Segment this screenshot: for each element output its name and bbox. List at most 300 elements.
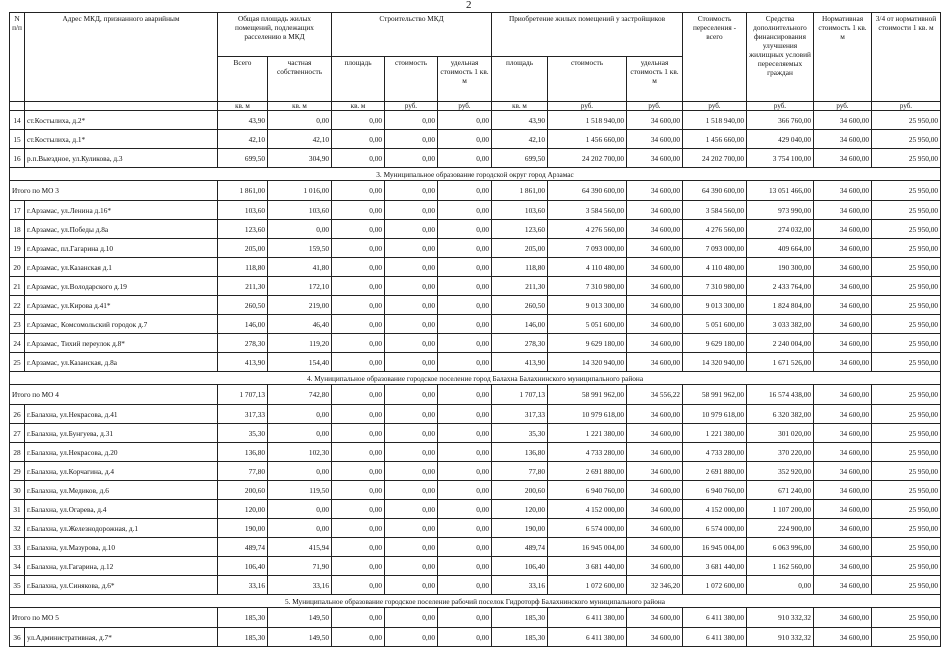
value-cell: 25 950,00	[872, 111, 941, 130]
address-cell: г.Балахна, ул.Медиков, д.6	[25, 481, 218, 500]
value-cell: 34 600,00	[627, 443, 683, 462]
value-cell: 3 584 560,00	[548, 201, 627, 220]
value-cell: 1 016,00	[268, 181, 332, 201]
value-cell: 34 600,00	[814, 405, 872, 424]
row-number: 24	[10, 334, 25, 353]
value-cell: 149,50	[268, 628, 332, 647]
table-row	[10, 405, 941, 424]
value-cell: 32 346,20	[627, 576, 683, 595]
value-cell: 0,00	[268, 424, 332, 443]
value-cell: 489,74	[492, 538, 548, 557]
value-cell: 200,60	[218, 481, 268, 500]
header-n: N п/п	[10, 13, 25, 102]
value-cell: 25 950,00	[872, 424, 941, 443]
value-cell: 0,00	[332, 608, 385, 628]
value-cell: 0,00	[438, 462, 492, 481]
value-cell: 1 518 940,00	[683, 111, 747, 130]
value-cell: 0,00	[385, 181, 438, 201]
unit-cell: руб.	[747, 102, 814, 111]
value-cell: 34 600,00	[627, 500, 683, 519]
value-cell: 0,00	[385, 149, 438, 168]
value-cell: 0,00	[385, 220, 438, 239]
address-cell: г.Арзамас, пл.Гагарина д.10	[25, 239, 218, 258]
value-cell: 0,00	[747, 576, 814, 595]
value-cell: 106,40	[492, 557, 548, 576]
value-cell: 25 950,00	[872, 557, 941, 576]
value-cell: 118,80	[218, 258, 268, 277]
value-cell: 146,00	[492, 315, 548, 334]
row-number: 36	[10, 628, 25, 647]
row-number: 35	[10, 576, 25, 595]
value-cell: 4 733 280,00	[683, 443, 747, 462]
value-cell: 34 600,00	[627, 181, 683, 201]
value-cell: 34 600,00	[627, 111, 683, 130]
value-cell: 274 032,00	[747, 220, 814, 239]
value-cell: 910 332,32	[747, 628, 814, 647]
value-cell: 34 600,00	[814, 239, 872, 258]
value-cell: 0,00	[438, 608, 492, 628]
value-cell: 41,80	[268, 258, 332, 277]
total-row	[10, 608, 941, 628]
value-cell: 0,00	[385, 334, 438, 353]
header-normative-cost: Нормативная стоимость 1 кв. м	[814, 13, 872, 102]
value-cell: 3 033 382,00	[747, 315, 814, 334]
value-cell: 973 990,00	[747, 201, 814, 220]
value-cell: 123,60	[492, 220, 548, 239]
row-number: 34	[10, 557, 25, 576]
value-cell: 172,10	[268, 277, 332, 296]
value-cell: 0,00	[385, 296, 438, 315]
value-cell: 7 310 980,00	[548, 277, 627, 296]
value-cell: 34 600,00	[814, 608, 872, 628]
value-cell: 185,30	[218, 628, 268, 647]
value-cell: 34 600,00	[814, 296, 872, 315]
table-row	[10, 315, 941, 334]
value-cell: 0,00	[332, 201, 385, 220]
value-cell: 6 411 380,00	[683, 628, 747, 647]
value-cell: 123,60	[218, 220, 268, 239]
table-row	[10, 334, 941, 353]
value-cell: 0,00	[438, 353, 492, 372]
value-cell: 910 332,32	[747, 608, 814, 628]
value-cell: 0,00	[438, 334, 492, 353]
address-cell: г.Арзамас, Комсомольский городок д.7	[25, 315, 218, 334]
value-cell: 1 456 660,00	[683, 130, 747, 149]
value-cell: 3 681 440,00	[683, 557, 747, 576]
value-cell: 1 518 940,00	[548, 111, 627, 130]
value-cell: 185,30	[492, 628, 548, 647]
row-number: 15	[10, 130, 25, 149]
value-cell: 24 202 700,00	[683, 149, 747, 168]
value-cell: 25 950,00	[872, 181, 941, 201]
value-cell: 25 950,00	[872, 277, 941, 296]
address-cell: г.Балахна, ул.Бунгуева, д.31	[25, 424, 218, 443]
row-number: 27	[10, 424, 25, 443]
value-cell: 0,00	[385, 628, 438, 647]
value-cell: 0,00	[332, 334, 385, 353]
value-cell: 429 040,00	[747, 130, 814, 149]
value-cell: 0,00	[438, 315, 492, 334]
value-cell: 6 574 000,00	[548, 519, 627, 538]
table-row	[10, 557, 941, 576]
value-cell: 34 600,00	[627, 608, 683, 628]
value-cell: 0,00	[385, 519, 438, 538]
value-cell: 0,00	[332, 181, 385, 201]
value-cell: 0,00	[438, 424, 492, 443]
value-cell: 33,16	[218, 576, 268, 595]
table-row	[10, 111, 941, 130]
value-cell: 260,50	[218, 296, 268, 315]
value-cell: 34 600,00	[627, 277, 683, 296]
row-number: 29	[10, 462, 25, 481]
value-cell: 0,00	[332, 220, 385, 239]
value-cell: 0,00	[332, 576, 385, 595]
value-cell: 34 600,00	[814, 443, 872, 462]
value-cell: 25 950,00	[872, 258, 941, 277]
value-cell: 120,00	[218, 500, 268, 519]
address-cell: г.Арзамас, ул.Казанская д.1	[25, 258, 218, 277]
value-cell: 0,00	[332, 462, 385, 481]
value-cell: 25 950,00	[872, 576, 941, 595]
value-cell: 34 600,00	[814, 201, 872, 220]
table-row	[10, 628, 941, 647]
page-number: 2	[466, 0, 472, 11]
value-cell: 224 900,00	[747, 519, 814, 538]
row-number: 28	[10, 443, 25, 462]
total-row	[10, 385, 941, 405]
address-cell: г.Балахна, ул.Некрасова, д.20	[25, 443, 218, 462]
value-cell: 413,90	[218, 353, 268, 372]
value-cell: 0,00	[438, 111, 492, 130]
value-cell: 64 390 600,00	[548, 181, 627, 201]
section-row	[10, 595, 941, 608]
table-row	[10, 576, 941, 595]
value-cell: 415,94	[268, 538, 332, 557]
unit-cell: руб.	[627, 102, 683, 111]
value-cell: 0,00	[385, 481, 438, 500]
value-cell: 34 600,00	[814, 220, 872, 239]
value-cell: 699,50	[218, 149, 268, 168]
value-cell: 119,50	[268, 481, 332, 500]
value-cell: 301 020,00	[747, 424, 814, 443]
value-cell: 14 320 940,00	[548, 353, 627, 372]
value-cell: 4 276 560,00	[683, 220, 747, 239]
value-cell: 71,90	[268, 557, 332, 576]
section-title: 5. Муниципальное образование городское поселение рабочий поселок Гидроторф Балахнинского муниципального района	[10, 595, 941, 608]
address-cell: г.Балахна, ул.Некрасова, д.41	[25, 405, 218, 424]
units-row	[10, 102, 941, 111]
header-total-area: Общая площадь жилых помещений, подлежащих расселению в МКД	[218, 13, 332, 57]
header-relocation-cost: Стоимость переселения - всего	[683, 13, 747, 102]
address-cell: ст.Костылиха, д.1*	[25, 130, 218, 149]
value-cell: 9 013 300,00	[683, 296, 747, 315]
value-cell: 34 600,00	[627, 462, 683, 481]
header-sub-area-2: площадь	[492, 57, 548, 102]
value-cell: 0,00	[438, 296, 492, 315]
row-number: 30	[10, 481, 25, 500]
value-cell: 0,00	[438, 405, 492, 424]
value-cell: 58 991 962,00	[683, 385, 747, 405]
unit-cell: руб.	[683, 102, 747, 111]
value-cell: 190,00	[218, 519, 268, 538]
value-cell: 1 671 526,00	[747, 353, 814, 372]
value-cell: 43,90	[218, 111, 268, 130]
section-title: 3. Муниципальное образование городской округ город Арзамас	[10, 168, 941, 181]
value-cell: 25 950,00	[872, 239, 941, 258]
value-cell: 409 664,00	[747, 239, 814, 258]
value-cell: 25 950,00	[872, 334, 941, 353]
value-cell: 260,50	[492, 296, 548, 315]
value-cell: 0,00	[385, 385, 438, 405]
value-cell: 34 600,00	[814, 111, 872, 130]
value-cell: 0,00	[438, 220, 492, 239]
value-cell: 25 950,00	[872, 149, 941, 168]
address-cell: г.Балахна, ул.Огарева, д.4	[25, 500, 218, 519]
value-cell: 0,00	[385, 462, 438, 481]
value-cell: 6 411 380,00	[548, 628, 627, 647]
value-cell: 0,00	[332, 628, 385, 647]
address-cell: г.Арзамас, ул.Володарского д.19	[25, 277, 218, 296]
value-cell: 34 600,00	[814, 353, 872, 372]
value-cell: 317,33	[218, 405, 268, 424]
row-number: 16	[10, 149, 25, 168]
value-cell: 0,00	[268, 519, 332, 538]
value-cell: 34 600,00	[814, 334, 872, 353]
value-cell: 77,80	[218, 462, 268, 481]
address-cell: г.Балахна, ул.Корчагина, д.4	[25, 462, 218, 481]
row-number: 32	[10, 519, 25, 538]
row-number: 25	[10, 353, 25, 372]
value-cell: 0,00	[268, 220, 332, 239]
address-cell: г.Арзамас, ул.Кирова д.41*	[25, 296, 218, 315]
value-cell: 10 979 618,00	[548, 405, 627, 424]
value-cell: 106,40	[218, 557, 268, 576]
total-row	[10, 181, 941, 201]
value-cell: 219,00	[268, 296, 332, 315]
value-cell: 0,00	[332, 481, 385, 500]
value-cell: 0,00	[385, 130, 438, 149]
value-cell: 0,00	[332, 405, 385, 424]
value-cell: 1 861,00	[218, 181, 268, 201]
address-cell: г.Балахна, ул.Гагарина, д.12	[25, 557, 218, 576]
value-cell: 0,00	[438, 181, 492, 201]
table-row	[10, 130, 941, 149]
value-cell: 34 600,00	[627, 296, 683, 315]
value-cell: 34 600,00	[627, 538, 683, 557]
table-row	[10, 462, 941, 481]
row-number: 26	[10, 405, 25, 424]
value-cell: 3 754 100,00	[747, 149, 814, 168]
unit-cell: кв. м	[332, 102, 385, 111]
value-cell: 103,60	[218, 201, 268, 220]
value-cell: 34 600,00	[814, 462, 872, 481]
value-cell: 6 940 760,00	[683, 481, 747, 500]
value-cell: 0,00	[438, 538, 492, 557]
value-cell: 190 300,00	[747, 258, 814, 277]
row-number: 19	[10, 239, 25, 258]
value-cell: 366 760,00	[747, 111, 814, 130]
value-cell: 0,00	[332, 296, 385, 315]
address-cell: г.Балахна, ул.Мазурова, д.10	[25, 538, 218, 557]
value-cell: 190,00	[492, 519, 548, 538]
value-cell: 185,30	[218, 608, 268, 628]
value-cell: 34 600,00	[814, 628, 872, 647]
table-row	[10, 424, 941, 443]
header-construction: Строительство МКД	[332, 13, 492, 57]
value-cell: 103,60	[492, 201, 548, 220]
value-cell: 0,00	[385, 111, 438, 130]
value-cell: 43,90	[492, 111, 548, 130]
value-cell: 0,00	[385, 443, 438, 462]
value-cell: 34 600,00	[627, 239, 683, 258]
value-cell: 0,00	[385, 500, 438, 519]
address-cell: г.Балахна, ул.Синякова, д.6*	[25, 576, 218, 595]
value-cell: 1 456 660,00	[548, 130, 627, 149]
value-cell: 34 600,00	[627, 130, 683, 149]
value-cell: 0,00	[332, 424, 385, 443]
value-cell: 34 600,00	[814, 500, 872, 519]
value-cell: 0,00	[438, 576, 492, 595]
value-cell: 0,00	[332, 239, 385, 258]
table-row	[10, 258, 941, 277]
value-cell: 13 051 466,00	[747, 181, 814, 201]
row-number: 18	[10, 220, 25, 239]
value-cell: 0,00	[332, 538, 385, 557]
value-cell: 7 093 000,00	[548, 239, 627, 258]
value-cell: 0,00	[385, 538, 438, 557]
value-cell: 34 600,00	[814, 258, 872, 277]
value-cell: 1 861,00	[492, 181, 548, 201]
unit-cell: руб.	[548, 102, 627, 111]
value-cell: 16 945 004,00	[548, 538, 627, 557]
value-cell: 0,00	[385, 557, 438, 576]
value-cell: 25 950,00	[872, 130, 941, 149]
value-cell: 34 600,00	[627, 628, 683, 647]
table-body	[10, 111, 941, 647]
value-cell: 2 240 004,00	[747, 334, 814, 353]
address-cell: г.Балахна, ул.Железнодорожная, д.1	[25, 519, 218, 538]
value-cell: 4 276 560,00	[548, 220, 627, 239]
total-label: Итого по МО 4	[10, 385, 218, 405]
value-cell: 0,00	[385, 353, 438, 372]
unit-cell: руб.	[385, 102, 438, 111]
value-cell: 119,20	[268, 334, 332, 353]
value-cell: 2 691 880,00	[548, 462, 627, 481]
value-cell: 159,50	[268, 239, 332, 258]
value-cell: 3 681 440,00	[548, 557, 627, 576]
value-cell: 0,00	[438, 385, 492, 405]
value-cell: 25 950,00	[872, 628, 941, 647]
value-cell: 9 629 180,00	[683, 334, 747, 353]
row-number: 23	[10, 315, 25, 334]
value-cell: 6 063 996,00	[747, 538, 814, 557]
value-cell: 25 950,00	[872, 315, 941, 334]
value-cell: 146,00	[218, 315, 268, 334]
value-cell: 25 950,00	[872, 608, 941, 628]
value-cell: 34 556,22	[627, 385, 683, 405]
value-cell: 0,00	[438, 443, 492, 462]
value-cell: 9 013 300,00	[548, 296, 627, 315]
value-cell: 33,16	[492, 576, 548, 595]
value-cell: 34 600,00	[814, 181, 872, 201]
value-cell: 0,00	[385, 201, 438, 220]
value-cell: 278,30	[218, 334, 268, 353]
table-row	[10, 296, 941, 315]
table-row	[10, 201, 941, 220]
value-cell: 14 320 940,00	[683, 353, 747, 372]
address-cell: ст.Костылиха, д.2*	[25, 111, 218, 130]
address-cell: г.Арзамас, Тихий переулок д.8*	[25, 334, 218, 353]
value-cell: 24 202 700,00	[548, 149, 627, 168]
value-cell: 25 950,00	[872, 296, 941, 315]
value-cell: 34 600,00	[814, 130, 872, 149]
header-sub-total: Всего	[218, 57, 268, 102]
value-cell: 6 320 382,00	[747, 405, 814, 424]
value-cell: 0,00	[332, 353, 385, 372]
section-row	[10, 372, 941, 385]
table-row	[10, 239, 941, 258]
value-cell: 16 574 438,00	[747, 385, 814, 405]
value-cell: 4 152 000,00	[683, 500, 747, 519]
value-cell: 1 824 804,00	[747, 296, 814, 315]
table-row	[10, 220, 941, 239]
value-cell: 0,00	[332, 258, 385, 277]
value-cell: 489,74	[218, 538, 268, 557]
value-cell: 2 691 880,00	[683, 462, 747, 481]
value-cell: 46,40	[268, 315, 332, 334]
value-cell: 34 600,00	[814, 576, 872, 595]
value-cell: 1 162 560,00	[747, 557, 814, 576]
value-cell: 0,00	[385, 239, 438, 258]
value-cell: 0,00	[332, 315, 385, 334]
value-cell: 34 600,00	[627, 315, 683, 334]
header-sub-cost: стоимость	[385, 57, 438, 102]
header-sub-area: площадь	[332, 57, 385, 102]
value-cell: 34 600,00	[814, 519, 872, 538]
value-cell: 34 600,00	[814, 538, 872, 557]
value-cell: 34 600,00	[627, 519, 683, 538]
total-label: Итого по МО 5	[10, 608, 218, 628]
header-three-quarter: 3/4 от нормативной стоимости 1 кв. м	[872, 13, 941, 102]
value-cell: 0,00	[438, 481, 492, 500]
value-cell: 34 600,00	[627, 353, 683, 372]
value-cell: 25 950,00	[872, 538, 941, 557]
value-cell: 154,40	[268, 353, 332, 372]
value-cell: 1 221 380,00	[683, 424, 747, 443]
value-cell: 42,10	[218, 130, 268, 149]
value-cell: 0,00	[385, 277, 438, 296]
section-title: 4. Муниципальное образование городское поселение город Балахна Балахнинского муниципального района	[10, 372, 941, 385]
header-sub-private: частная собственность	[268, 57, 332, 102]
table-row	[10, 277, 941, 296]
value-cell: 317,33	[492, 405, 548, 424]
table-row	[10, 443, 941, 462]
value-cell: 34 600,00	[627, 201, 683, 220]
value-cell: 5 051 600,00	[683, 315, 747, 334]
value-cell: 0,00	[268, 462, 332, 481]
section-row	[10, 168, 941, 181]
value-cell: 352 920,00	[747, 462, 814, 481]
value-cell: 34 600,00	[814, 315, 872, 334]
value-cell: 0,00	[438, 557, 492, 576]
value-cell: 136,80	[492, 443, 548, 462]
value-cell: 25 950,00	[872, 462, 941, 481]
value-cell: 4 733 280,00	[548, 443, 627, 462]
row-number: 31	[10, 500, 25, 519]
value-cell: 35,30	[492, 424, 548, 443]
value-cell: 0,00	[268, 111, 332, 130]
value-cell: 1 072 600,00	[683, 576, 747, 595]
